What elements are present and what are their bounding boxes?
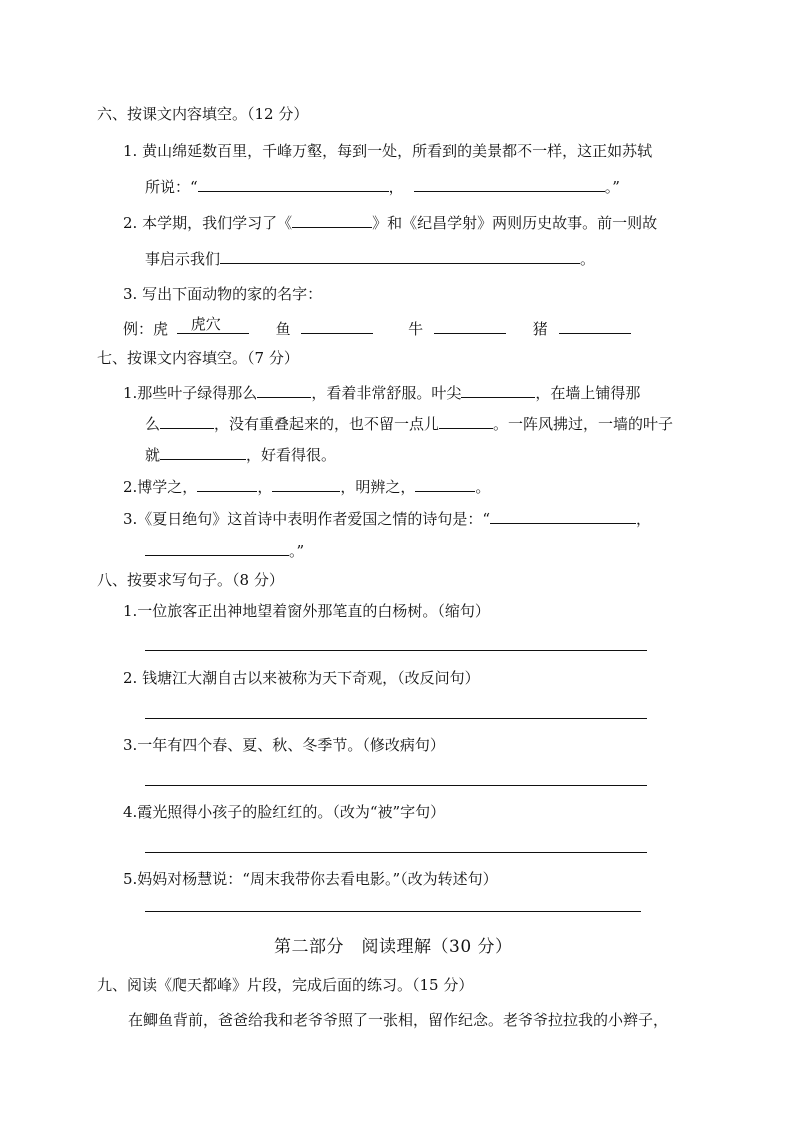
answer-blank[interactable] [415, 476, 475, 492]
q7-2 [123, 476, 490, 497]
q8-1: 1.一位旅客正出神地望着窗外那笔直的白杨树。（缩句） [123, 602, 490, 620]
q8-2: 2. 钱塘江大潮自古以来被称为天下奇观，（改反问句） [123, 669, 480, 687]
part2-title: 第二部分 阅读理解（30 分） [274, 937, 513, 957]
q6-2-text-a: 2. 本学期，我们学习了《 [123, 214, 293, 232]
answer-blank[interactable] [490, 508, 636, 524]
animal-pig: 猪 [532, 320, 548, 338]
q6-1-mid: ， [388, 178, 404, 196]
answer-blank[interactable] [461, 382, 535, 398]
q6-3-line1: 3. 写出下面动物的家的名字： [123, 285, 323, 303]
q7-1-text: 1.那些叶子绿得那么 [123, 384, 258, 402]
q8-3: 3.一年有四个春、夏、秋、冬季节。（修改病句） [123, 736, 445, 754]
q7-1-text: ，在墙上铺得那 [535, 384, 641, 402]
answer-line[interactable] [145, 650, 647, 651]
q6-1-line2 [145, 176, 620, 197]
answer-line[interactable] [145, 785, 647, 786]
q7-2-text: 。 [475, 478, 491, 496]
q7-1-text: ，看着非常舒服。叶尖 [311, 384, 462, 402]
answer-blank[interactable] [439, 413, 493, 429]
q7-1-text: 。一阵风拂过，一墙的叶子 [493, 415, 674, 433]
answer-blank[interactable] [197, 476, 257, 492]
answer-blank[interactable] [220, 248, 580, 264]
answer-blank[interactable] [257, 382, 311, 398]
answer-line[interactable] [145, 852, 647, 853]
answer-blank[interactable] [160, 413, 214, 429]
q7-1-text: ，没有重叠起来的，也不留一点儿 [214, 415, 440, 433]
section7-heading: 七、按课文内容填空。（7 分） [97, 349, 299, 367]
example-label: 例：虎 [123, 320, 169, 338]
q6-2-suffix: 。 [580, 250, 596, 268]
reading-paragraph: 在鲫鱼背前，爸爸给我和老爷爷照了一张相，留作纪念。老爷爷拉拉我的小辫子， [128, 1011, 669, 1029]
answer-line[interactable] [145, 911, 641, 912]
q7-1-text: ，好看得很。 [246, 446, 337, 464]
answer-blank[interactable] [145, 540, 289, 556]
answer-blank[interactable] [414, 176, 605, 192]
answer-blank[interactable] [434, 318, 506, 334]
answer-blank[interactable] [272, 476, 340, 492]
q6-2-text-b: 》和《纪昌学射》两则历史故事。前一则故 [372, 214, 658, 232]
section6-heading: 六、按课文内容填空。（12 分） [97, 105, 309, 123]
q7-2-text: 2.博学之， [123, 478, 198, 496]
answer-line[interactable] [145, 718, 647, 719]
q7-3-line1 [123, 508, 651, 529]
q6-1-prefix: 所说：“ [145, 178, 198, 196]
q7-1-text: 就 [145, 446, 161, 464]
example-answer-blank [177, 315, 249, 334]
answer-blank[interactable] [559, 318, 631, 334]
q7-3-line2 [145, 540, 304, 561]
q7-3-text: 3.《夏日绝句》这首诗中表明作者爱国之情的诗句是：“ [123, 510, 490, 528]
q6-2-line1 [123, 212, 657, 233]
answer-blank[interactable] [292, 212, 372, 228]
section9-heading: 九、阅读《爬天都峰》片段，完成后面的练习。（15 分） [97, 976, 474, 994]
q6-2-prefix: 事启示我们 [145, 250, 221, 268]
q7-1-line1 [123, 382, 640, 403]
q8-5: 5.妈妈对杨慧说：“周末我带你去看电影。”（改为转述句） [123, 870, 498, 888]
q6-1-line1: 1. 黄山绵延数百里，千峰万壑，每到一处，所看到的美景都不一样，这正如苏轼 [123, 142, 653, 160]
q6-3-examples [123, 315, 631, 339]
section8-heading: 八、按要求写句子。（8 分） [97, 571, 284, 589]
answer-blank[interactable] [301, 318, 373, 334]
q8-4: 4.霞光照得小孩子的脸红红的。（改为“被”字句） [123, 803, 446, 821]
animal-cow: 牛 [408, 320, 424, 338]
answer-blank[interactable] [198, 176, 389, 192]
q7-1-text: 么 [145, 415, 161, 433]
answer-blank[interactable] [160, 444, 246, 460]
q7-3-text: ， [635, 510, 651, 528]
q6-2-line2 [145, 248, 595, 269]
animal-fish: 鱼 [275, 320, 291, 338]
q7-2-text: ，明辨之， [340, 478, 416, 496]
example-answer: 虎穴 [190, 315, 221, 333]
q7-3-text: 。” [289, 542, 305, 560]
q7-1-line2 [145, 413, 673, 434]
q7-2-text: ， [257, 478, 273, 496]
q7-1-line3 [145, 444, 336, 465]
q6-1-suffix: 。” [604, 178, 620, 196]
